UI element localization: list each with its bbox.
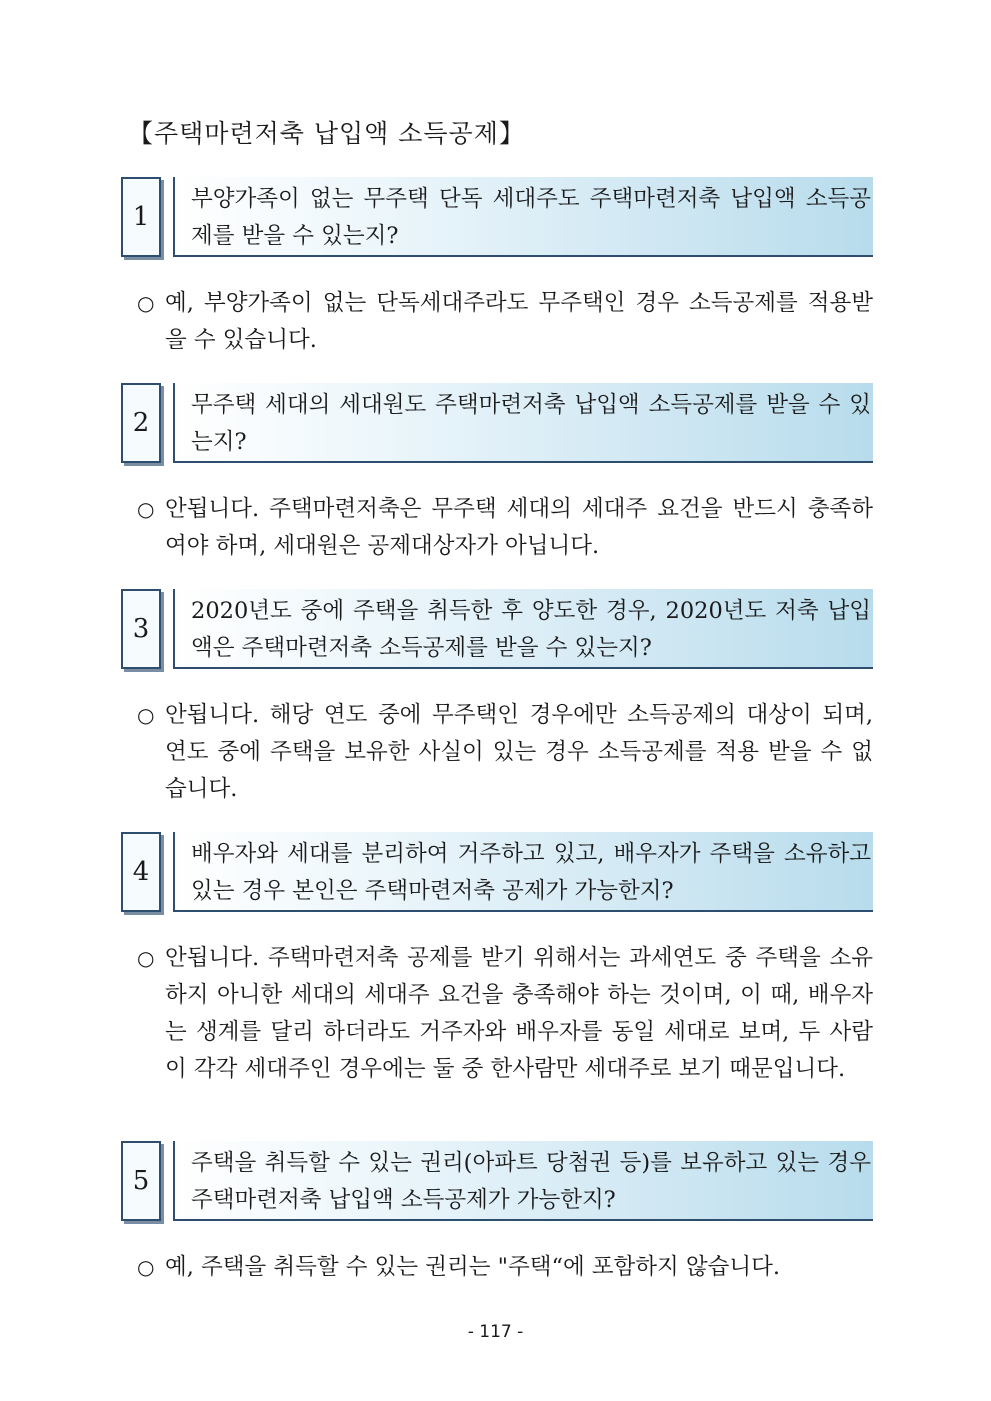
qa-item-2 <box>121 383 873 565</box>
question-box <box>121 832 873 912</box>
qa-item-5 <box>121 1141 873 1286</box>
question-number: 1 <box>121 177 161 257</box>
question-text: 부양가족이 없는 무주택 단독 세대주도 주택마련저축 납입액 소득공제를 받을 수 있는지? <box>173 177 873 257</box>
circle-bullet-icon: ○ <box>137 1255 155 1279</box>
circle-bullet-icon: ○ <box>137 703 155 727</box>
question-box <box>121 177 873 257</box>
question-number: 2 <box>121 383 161 463</box>
question-number: 5 <box>121 1141 161 1221</box>
qa-item-4 <box>121 832 873 1088</box>
qa-item-1 <box>121 177 873 359</box>
answer-text: 예, 부양가족이 없는 단독세대주라도 무주택인 경우 소득공제를 적용받을 수 있습니다. <box>165 290 873 353</box>
question-text: 배우자와 세대를 분리하여 거주하고 있고, 배우자가 주택을 소유하고 있는 경우 본인은 주택마련저축 공제가 가능한지? <box>173 832 873 912</box>
question-box <box>121 589 873 669</box>
answer <box>121 285 873 359</box>
qa-item-3 <box>121 589 873 808</box>
circle-bullet-icon: ○ <box>137 291 155 315</box>
answer-text: 안됩니다. 해당 연도 중에 무주택인 경우에만 소득공제의 대상이 되며, 연도 중에 주택을 보유한 사실이 있는 경우 소득공제를 적용 받을 수 없습니다. <box>165 702 873 802</box>
section-title: 【주택마련저축 납입액 소득공제】 <box>128 119 525 148</box>
answer <box>121 940 873 1088</box>
question-number: 3 <box>121 589 161 669</box>
question-text: 주택을 취득할 수 있는 권리(아파트 당첨권 등)를 보유하고 있는 경우 주택마련저축 납입액 소득공제가 가능한지? <box>173 1141 873 1221</box>
answer-text: 예, 주택을 취득할 수 있는 권리는 "주택“에 포함하지 않습니다. <box>165 1254 781 1280</box>
answer <box>121 491 873 565</box>
question-text: 2020년도 중에 주택을 취득한 후 양도한 경우, 2020년도 저축 납입액은 주택마련저축 소득공제를 받을 수 있는지? <box>173 589 873 669</box>
circle-bullet-icon: ○ <box>137 946 155 970</box>
question-box <box>121 1141 873 1221</box>
answer-text: 안됩니다. 주택마련저축 공제를 받기 위해서는 과세연도 중 주택을 소유하지 아니한 세대의 세대주 요건을 충족해야 하는 것이며, 이 때, 배우자는 생계를 달리 하더라도 거주자와 배우자를 동일 세대로 보며, 두 사람이 각각 세대주인 경우에는 둘 중 한사람만 세대주로 보기 때문입니다. <box>165 945 873 1082</box>
question-number: 4 <box>121 832 161 912</box>
circle-bullet-icon: ○ <box>137 497 155 521</box>
answer <box>121 1249 873 1286</box>
page-number: - 117 - <box>467 1322 524 1342</box>
question-text: 무주택 세대의 세대원도 주택마련저축 납입액 소득공제를 받을 수 있는지? <box>173 383 873 463</box>
answer <box>121 697 873 808</box>
answer-text: 안됩니다. 주택마련저축은 무주택 세대의 세대주 요건을 반드시 충족하여야 하며, 세대원은 공제대상자가 아닙니다. <box>165 496 873 559</box>
question-box <box>121 383 873 463</box>
